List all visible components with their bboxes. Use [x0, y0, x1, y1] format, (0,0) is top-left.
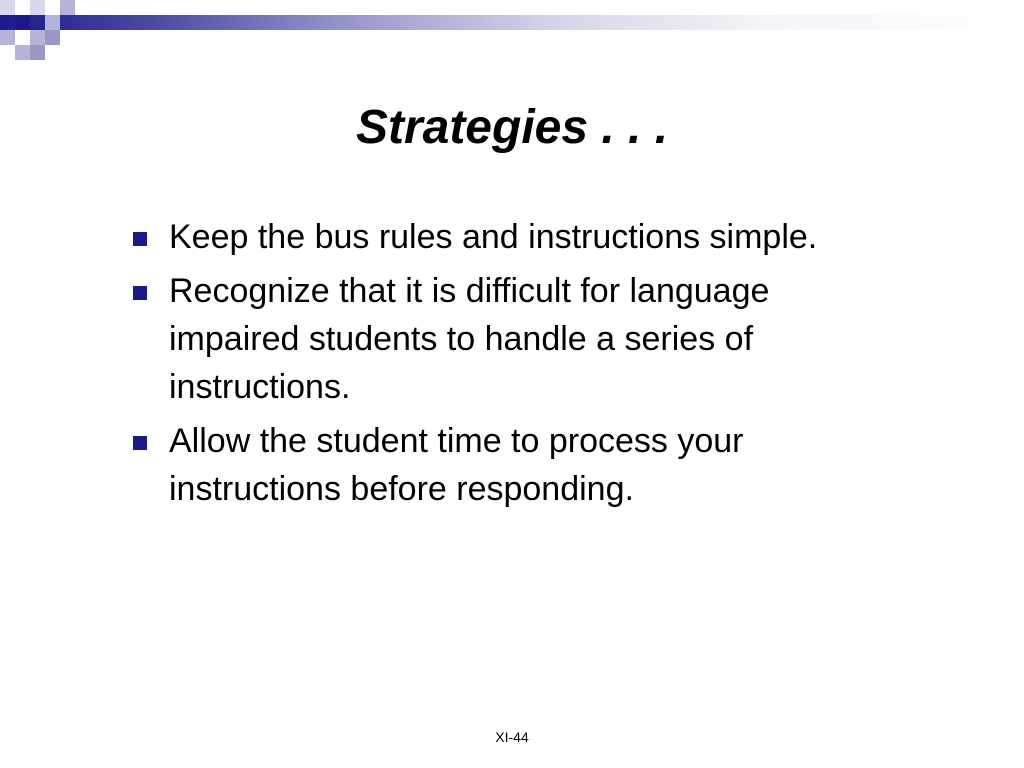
decor-square — [15, 45, 30, 60]
bullet-item — [130, 417, 900, 513]
decor-square — [15, 15, 30, 30]
decor-square — [30, 0, 45, 15]
decor-square — [45, 30, 60, 45]
bullet-text: Allow the student time to process your instructions before responding. — [169, 422, 744, 508]
top-decorative-bar — [0, 15, 1024, 30]
decor-square — [45, 15, 60, 30]
bullet-list — [130, 213, 900, 519]
decor-square — [30, 45, 45, 60]
decor-square — [60, 0, 75, 15]
square-bullet-icon — [133, 232, 147, 246]
square-bullet-icon — [133, 436, 147, 450]
slide-number: XI-44 — [495, 729, 529, 745]
square-bullet-icon — [133, 286, 147, 300]
decor-square — [30, 30, 45, 45]
decor-square — [0, 30, 15, 45]
bullet-text: Recognize that it is difficult for language impaired students to handle a series of instructions. — [169, 272, 770, 406]
bullet-item — [130, 213, 900, 261]
bullet-item — [130, 267, 900, 411]
bullet-text: Keep the bus rules and instructions simple. — [169, 218, 818, 256]
decor-square — [0, 0, 15, 15]
slide-title: Strategies . . . — [355, 101, 669, 154]
